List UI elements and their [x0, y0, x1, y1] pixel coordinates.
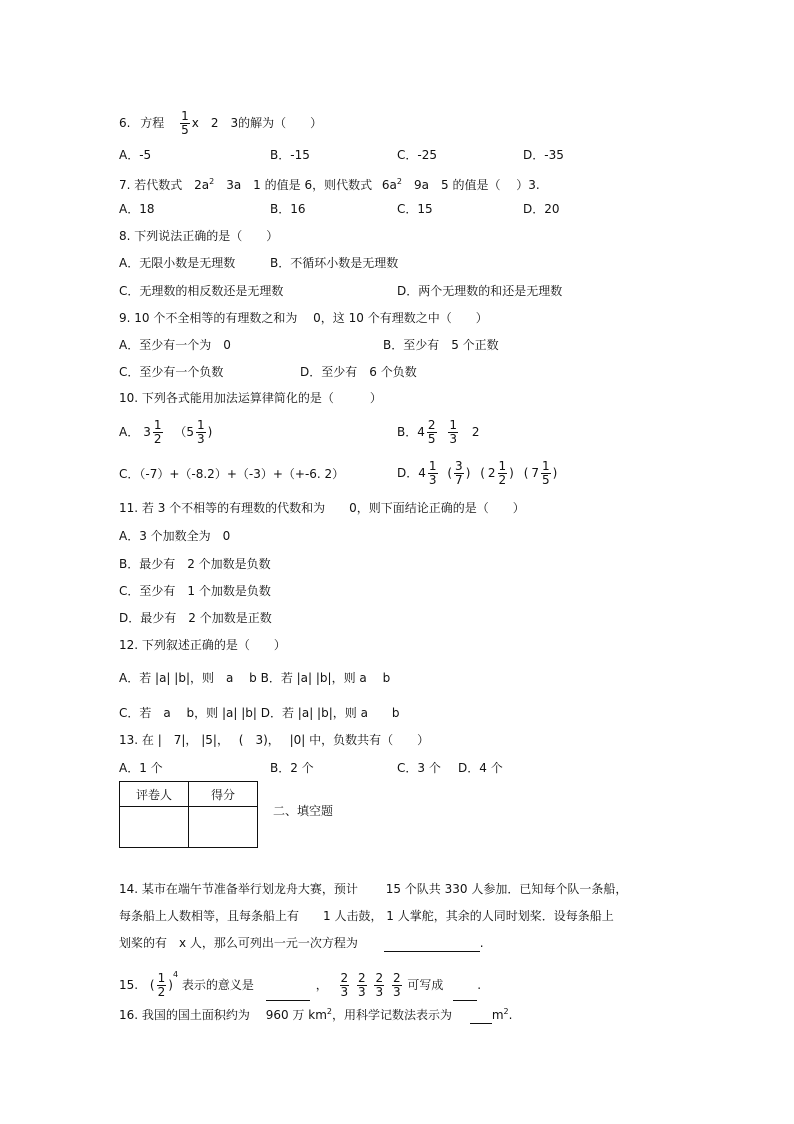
score-table: [119, 781, 258, 848]
q14-answer-blank[interactable]: [384, 935, 480, 952]
score-table-header-grader: 评卷人: [120, 782, 189, 807]
q12-options-ab: A．若 |a| |b|，则 a b B．若 |a| |b|，则 a b: [119, 671, 391, 685]
q13-option-c: C．3 个: [397, 761, 441, 775]
q10-stem: 10. 下列各式能用加法运算律简化的是（ ）: [119, 391, 382, 405]
q13-stem: 13. 在 | 7|， |5|， ( 3)， |0| 中，负数共有（ ）: [119, 733, 430, 747]
q14-line-1: 14. 某市在端午节准备举行划龙舟大赛，预计 15 个队共 330 人参加．已知每个队一条船，: [119, 882, 628, 896]
q9-option-d: D．至少有 6 个负数: [300, 365, 417, 379]
q8-option-c: C．无理数的相反数还是无理数: [119, 284, 284, 298]
q10-option-a: A． 3 $\frac{1}{2}$ （5 $\frac{1}{3}$ ): [119, 418, 213, 446]
q7-option-a: A．18: [119, 202, 155, 216]
q12-options-cd: C．若 a b，则 |a| |b| D．若 |a| |b|，则 a b: [119, 706, 400, 720]
q15-stem: 15. ( $\frac{1}{2}$ )$^4$ 表示的意义是 ， $\frac{2}{3}$ $\frac{2}{3}$ $\frac{2}{3}$ $\frac{2}{3}$ 可写成 .: [119, 970, 482, 999]
q16-answer-blank[interactable]: [470, 1007, 492, 1024]
q6-fraction: $\frac{1}{5}$: [181, 109, 189, 137]
q8-stem: 8. 下列说法正确的是（ ）: [119, 229, 279, 243]
q11-option-b: B．最少有 2 个加数是负数: [119, 557, 271, 571]
q10-option-b: B．4 $\frac{2}{5}$ $\frac{1}{3}$ 2: [397, 418, 480, 446]
q6-option-c: C．-25: [397, 148, 437, 162]
q13-option-d: D．4 个: [458, 761, 503, 775]
q11-option-a: A．3 个加数全为 0: [119, 529, 231, 543]
q6-stem: 6. 方程 $\frac{1}{5}$ x 2 3的解为（ ）: [119, 109, 323, 137]
q9-stem: 9. 10 个不全相等的有理数之和为 0，这 10 个有理数之中（ ）: [119, 311, 488, 325]
score-table-cell-score[interactable]: [189, 807, 258, 848]
q8-option-d: D．两个无理数的和还是无理数: [397, 284, 563, 298]
q16-stem: 16. 我国的国土面积约为 960 万 $km^2$，用科学记数法表示为 $m^2$.: [119, 1007, 513, 1022]
q11-option-c: C．至少有 1 个加数是负数: [119, 584, 271, 598]
q13-option-a: A．1 个: [119, 761, 163, 775]
q12-stem: 12. 下列叙述正确的是（ ）: [119, 638, 286, 652]
q15-answer-blank-1[interactable]: [266, 970, 310, 1001]
q6-option-b: B．-15: [270, 148, 310, 162]
score-table-cell-grader[interactable]: [120, 807, 189, 848]
q8-option-a: A．无限小数是无理数: [119, 256, 236, 270]
q7-option-b: B．16: [270, 202, 306, 216]
q8-option-b: B．不循环小数是无理数: [270, 256, 399, 270]
section-title-fill-in: 二、填空题: [273, 804, 334, 818]
q14-line-2: 每条船上人数相等，且每条船上有 1 人击鼓， 1 人掌舵，其余的人同时划桨．设每条船上: [119, 909, 614, 923]
q10-option-d: D．4 $\frac{1}{3}$ ( $\frac{3}{7}$ ) ( 2 $\frac{1}{2}$ ) ( 7 $\frac{1}{5}$ ): [397, 459, 558, 487]
q9-option-b: B．至少有 5 个正数: [383, 338, 499, 352]
q13-option-b: B．2 个: [270, 761, 314, 775]
q11-stem: 11. 若 3 个不相等的有理数的代数和为 0，则下面结论正确的是（ ）: [119, 501, 525, 515]
q7-option-c: C．15: [397, 202, 433, 216]
q11-option-d: D．最少有 2 个加数是正数: [119, 611, 272, 625]
score-table-header-score: 得分: [189, 782, 258, 807]
q7-stem: 7. 若代数式 $2a^2$ 3a 1 的值是 6，则代数式 $6a^2$ 9a 5 的值是（ ）3.: [119, 177, 540, 192]
q7-option-d: D．20: [523, 202, 560, 216]
q14-line-3: 划桨的有 x 人，那么可列出一元一次方程为 .: [119, 936, 484, 950]
q6-option-a: A．-5: [119, 148, 152, 162]
q9-option-c: C．至少有一个负数: [119, 365, 224, 379]
q10-option-c: C．（-7）+（-8.2）+（-3）+（+-6. 2）: [119, 467, 345, 481]
q6-option-d: D．-35: [523, 148, 564, 162]
q9-option-a: A．至少有一个为 0: [119, 338, 231, 352]
q15-answer-blank-2[interactable]: [453, 970, 477, 1001]
